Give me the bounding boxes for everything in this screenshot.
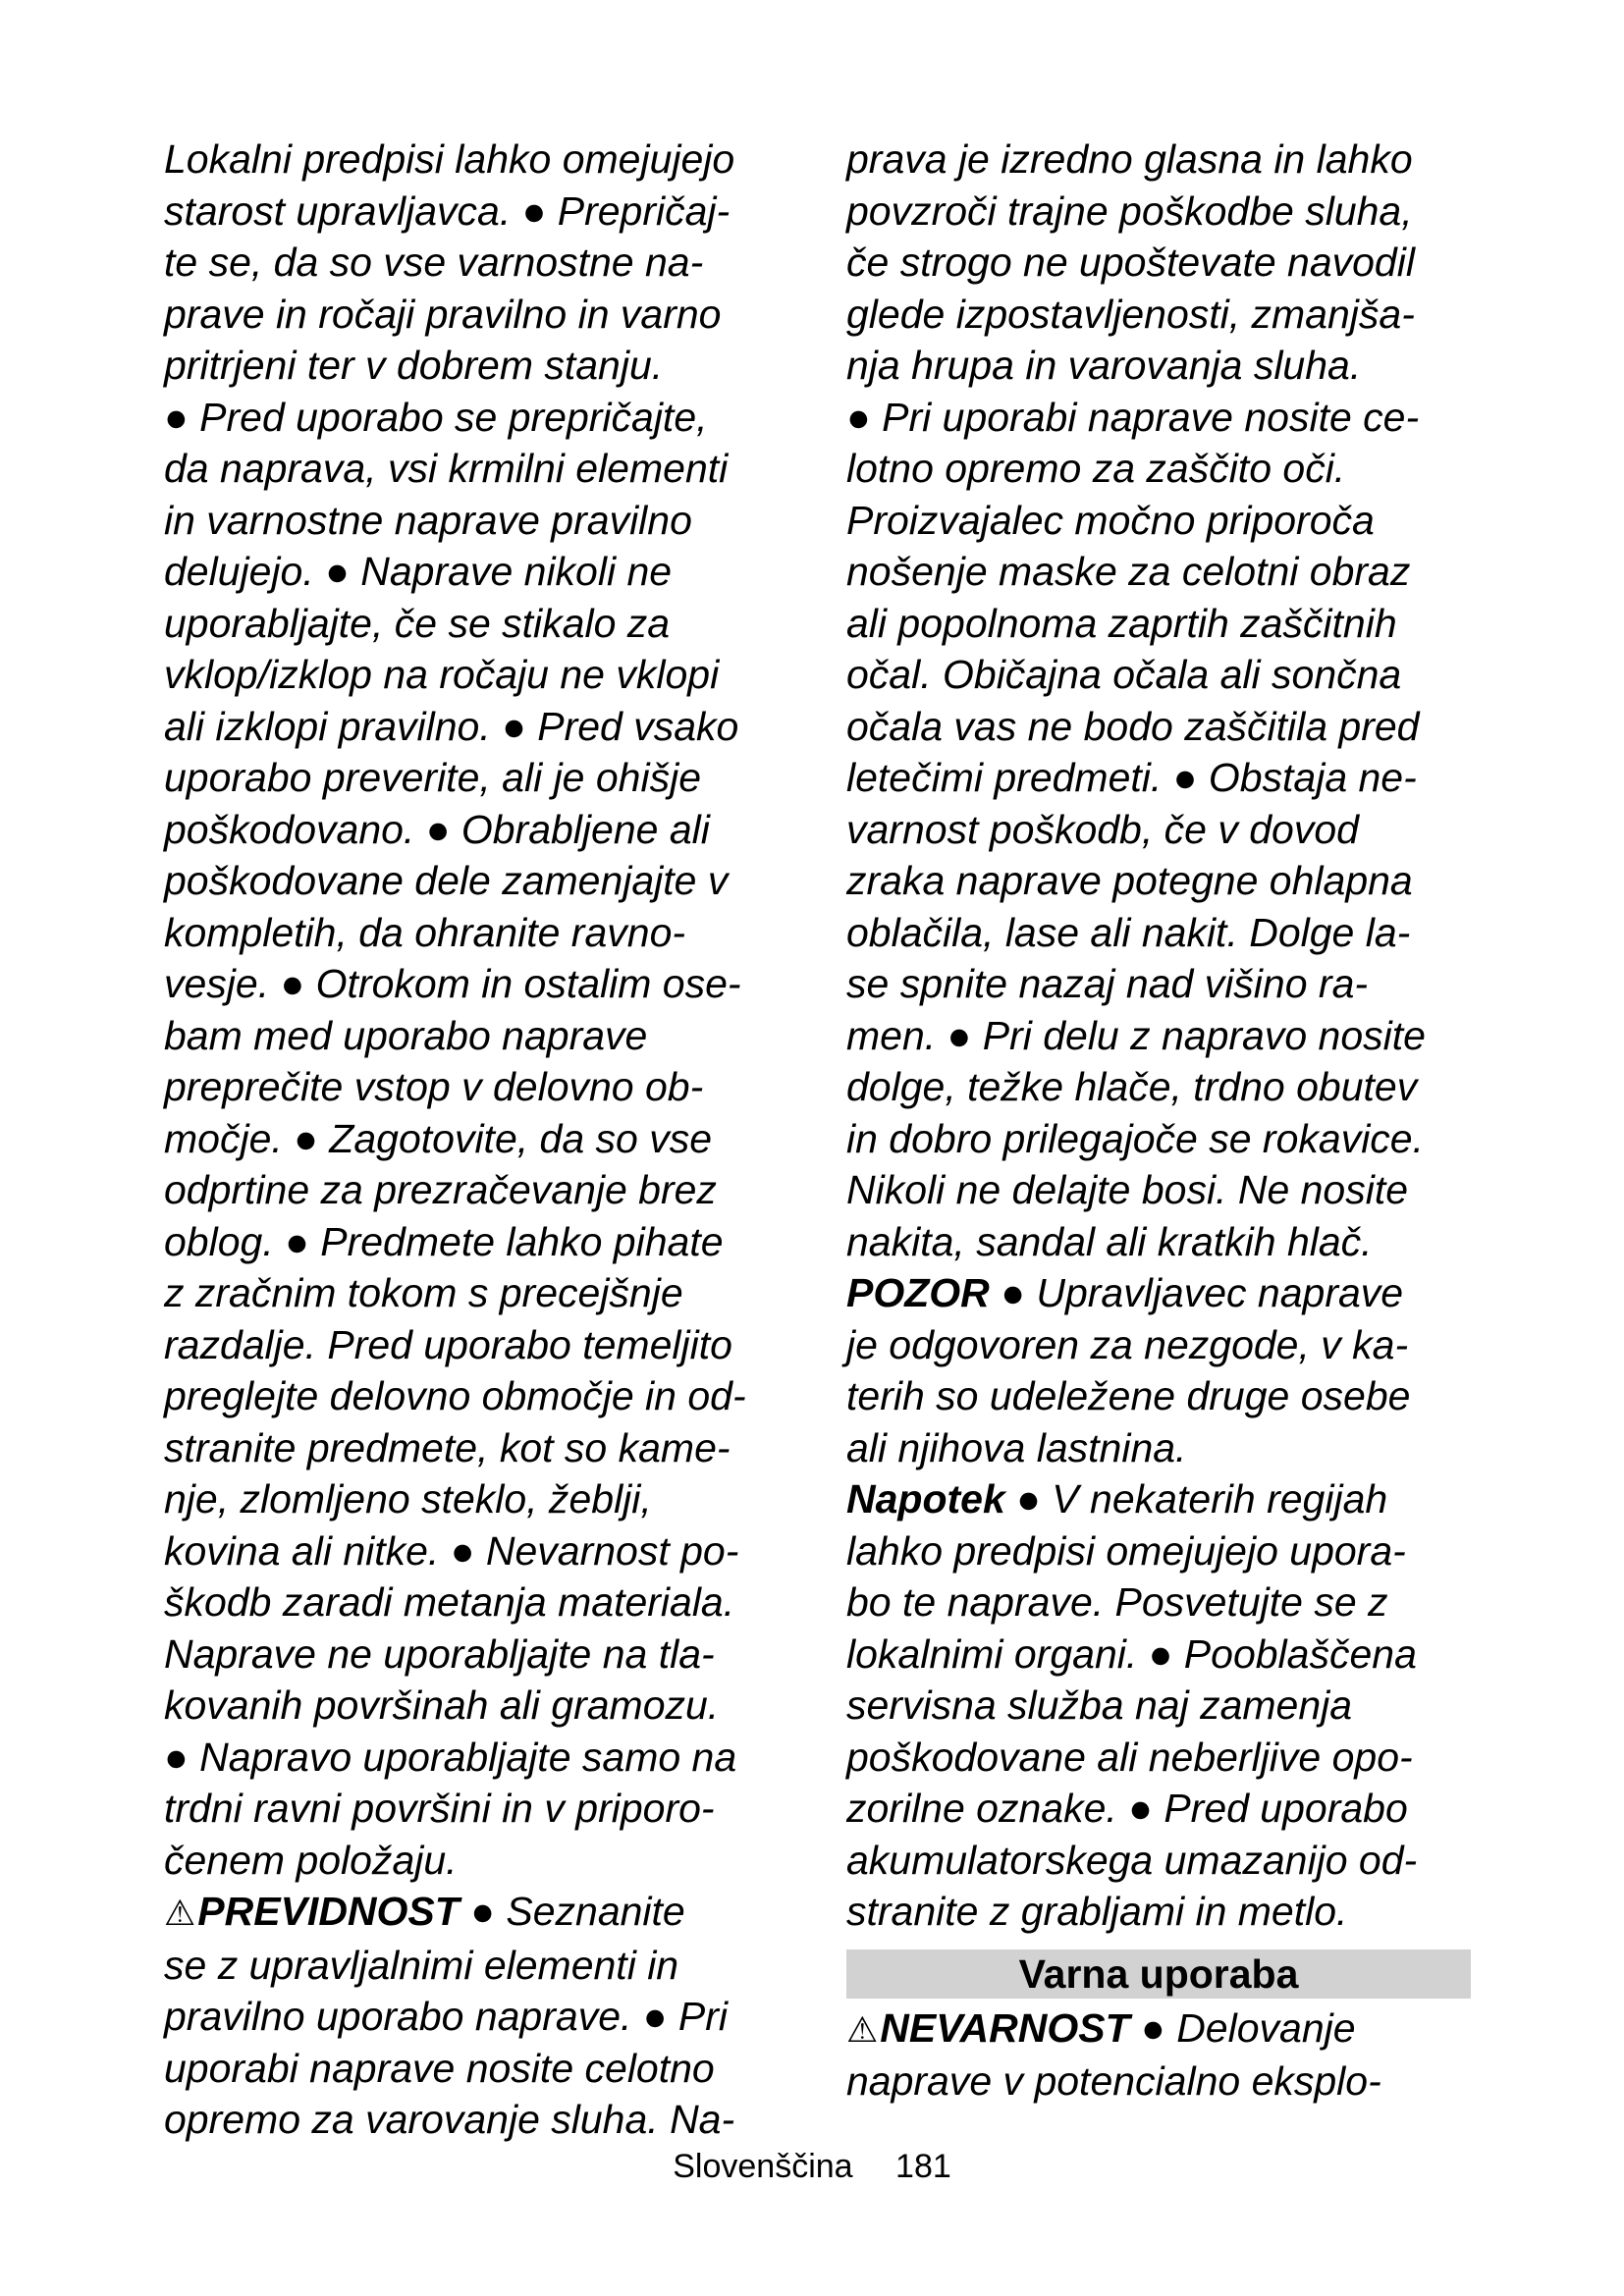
- left-column: [164, 133, 792, 2146]
- text-line: men. ● Pri delu z napravo nosite: [846, 1012, 1426, 1058]
- napotek-first-line: ● V nekaterih regijah: [1004, 1476, 1388, 1522]
- text-line: bo te naprave. Posvetujte se z: [846, 1579, 1388, 1625]
- text-line: zraka naprave potegne ohlapna: [846, 858, 1413, 903]
- text-line: servisna služba naj zamenja: [846, 1682, 1353, 1728]
- danger-label: NEVARNOST: [880, 2004, 1130, 2051]
- text-line: ali popolnoma zaprtih zaščitnih: [846, 600, 1397, 646]
- caution-first-line: ● Seznanite: [459, 1889, 685, 1934]
- caution-paragraph: [164, 1886, 792, 1940]
- text-line: poškodovane ali neberljive opo-: [846, 1734, 1413, 1780]
- pozor-paragraph: [846, 1267, 1475, 1319]
- pozor-body-text: [846, 1319, 1475, 1474]
- text-line: čenem položaju.: [164, 1837, 458, 1883]
- text-line: prava je izredno glasna in lahko: [846, 136, 1413, 182]
- right-body-text: [846, 133, 1475, 1267]
- text-line: razdalje. Pred uporabo temeljito: [164, 1321, 732, 1367]
- text-line: dolge, težke hlače, trdno obutev: [846, 1064, 1418, 1109]
- text-line: prave in ročaji pravilno in varno: [164, 291, 722, 337]
- text-line: z zračnim tokom s precejšnje: [164, 1270, 683, 1315]
- text-line: pravilno uporabo naprave. ● Pri: [164, 1994, 729, 2039]
- text-line: ● Napravo uporabljajte samo na: [164, 1734, 737, 1780]
- text-line: lokalnimi organi. ● Pooblaščena: [846, 1630, 1417, 1677]
- text-line: bam med uporabo naprave: [164, 1012, 648, 1058]
- text-line: da naprava, vsi krmilni elementi: [164, 446, 729, 491]
- text-line: ● Pri uporabi naprave nosite ce-: [846, 394, 1420, 440]
- text-line: če strogo ne upoštevate navodil: [846, 240, 1415, 285]
- text-line: povzroči trajne poškodbe sluha,: [846, 187, 1413, 234]
- text-line: terih so udeležene druge osebe: [846, 1373, 1411, 1418]
- text-line: odprtine za prezračevanje brez: [164, 1167, 717, 1212]
- text-line: zorilne oznake. ● Pred uporabo: [846, 1786, 1408, 1831]
- text-line: in dobro prilegajoče se rokavice.: [846, 1115, 1424, 1161]
- text-line: letečimi predmeti. ● Obstaja ne-: [846, 755, 1417, 800]
- danger-first-line: ● Delovanje: [1129, 2004, 1356, 2051]
- text-line: nje, zlomljeno steklo, žeblji,: [164, 1476, 652, 1522]
- text-line: nakita, sandal ali kratkih hlač.: [846, 1218, 1373, 1264]
- text-line: vesje. ● Otrokom in ostalim ose-: [164, 961, 741, 1006]
- text-line: preglejte delovno območje in od-: [164, 1373, 746, 1418]
- text-line: se spnite nazaj nad višino ra-: [846, 961, 1369, 1006]
- page-footer: [0, 2148, 1624, 2186]
- text-line: opremo za varovanje sluha. Na-: [164, 2097, 735, 2142]
- danger-paragraph: [846, 2002, 1475, 2056]
- text-line: nošenje maske za celotni obraz: [846, 549, 1411, 594]
- text-line: starost upravljavca. ● Prepričaj-: [164, 187, 731, 234]
- text-line: akumulatorskega umazanijo od-: [846, 1837, 1418, 1883]
- text-line: kompletih, da ohranite ravno-: [164, 909, 686, 955]
- warning-triangle-icon: ⚠: [164, 1893, 196, 1933]
- text-line: pritrjeni ter v dobrem stanju.: [164, 343, 664, 388]
- napotek-body-text: [846, 1525, 1475, 1938]
- text-line: oblačila, lase ali nakit. Dolge la-: [846, 909, 1411, 955]
- text-line: ali izklopi pravilno. ● Pred vsako: [164, 703, 739, 749]
- pozor-first-line: ● Upravljavec naprave: [989, 1270, 1404, 1315]
- page-number: 181: [895, 2148, 951, 2185]
- text-line: nja hrupa in varovanja sluha.: [846, 343, 1362, 388]
- text-line: te se, da so vse varnostne na-: [164, 240, 704, 285]
- text-line: poškodovane dele zamenjajte v: [164, 858, 729, 903]
- text-line: varnost poškodb, če v dovod: [846, 806, 1359, 852]
- text-line: je odgovoren za nezgode, v ka-: [846, 1321, 1409, 1367]
- text-line: škodb zaradi metanja materiala.: [164, 1579, 735, 1625]
- text-line: glede izpostavljenosti, zmanjša-: [846, 291, 1415, 337]
- text-line: Nikoli ne delajte bosi. Ne nosite: [846, 1167, 1409, 1212]
- text-line: in varnostne naprave pravilno: [164, 497, 692, 543]
- text-line: lotno opremo za zaščito oči.: [846, 446, 1346, 491]
- text-line: močje. ● Zagotovite, da so vse: [164, 1115, 713, 1161]
- text-line: preprečite vstop v delovno ob-: [164, 1064, 704, 1109]
- text-line: naprave v potencialno eksplo-: [846, 2058, 1381, 2104]
- text-line: kovina ali nitke. ● Nevarnost po-: [164, 1527, 739, 1574]
- pozor-label: POZOR: [846, 1270, 990, 1315]
- text-line: očal. Običajna očala ali sončna: [846, 652, 1402, 697]
- danger-body-text: [846, 2056, 1475, 2108]
- text-line: trdni ravni površini in v priporo-: [164, 1786, 715, 1831]
- caution-label: PREVIDNOST: [197, 1889, 460, 1934]
- footer-language: Slovenščina: [673, 2148, 853, 2185]
- text-line: stranite predmete, kot so kame-: [164, 1424, 731, 1470]
- text-line: Lokalni predpisi lahko omejujejo: [164, 136, 735, 182]
- text-line: uporabi naprave nosite celotno: [164, 2045, 715, 2091]
- text-line: oblog. ● Predmete lahko pihate: [164, 1218, 724, 1264]
- right-column: [846, 133, 1475, 2108]
- left-body-text: [164, 133, 792, 1886]
- text-line: Proizvajalec močno priporoča: [846, 497, 1375, 543]
- text-line: uporabljajte, če se stikalo za: [164, 600, 671, 646]
- text-line: se z upravljalnimi elementi in: [164, 1942, 679, 1988]
- text-line: poškodovano. ● Obrabljene ali: [164, 806, 710, 852]
- text-line: kovanih površinah ali gramozu.: [164, 1682, 720, 1728]
- text-line: ali njihova lastnina.: [846, 1424, 1187, 1470]
- text-line: Naprave ne uporabljajte na tla-: [164, 1630, 715, 1677]
- caution-body-text: [164, 1940, 792, 2146]
- text-line: vklop/izklop na ročaju ne vklopi: [164, 652, 720, 697]
- napotek-paragraph: [846, 1473, 1475, 1525]
- text-line: stranite z grabljami in metlo.: [846, 1889, 1348, 1934]
- text-line: očala vas ne bodo zaščitila pred: [846, 703, 1420, 749]
- text-line: delujejo. ● Naprave nikoli ne: [164, 549, 673, 594]
- text-line: uporabo preverite, ali je ohišje: [164, 755, 701, 800]
- text-line: lahko predpisi omejujejo upora-: [846, 1527, 1406, 1574]
- warning-triangle-icon: ⚠: [846, 2008, 879, 2050]
- napotek-label: Napotek: [846, 1476, 1005, 1522]
- section-heading: Varna uporaba: [846, 1949, 1471, 1999]
- text-line: ● Pred uporabo se prepričajte,: [164, 394, 708, 440]
